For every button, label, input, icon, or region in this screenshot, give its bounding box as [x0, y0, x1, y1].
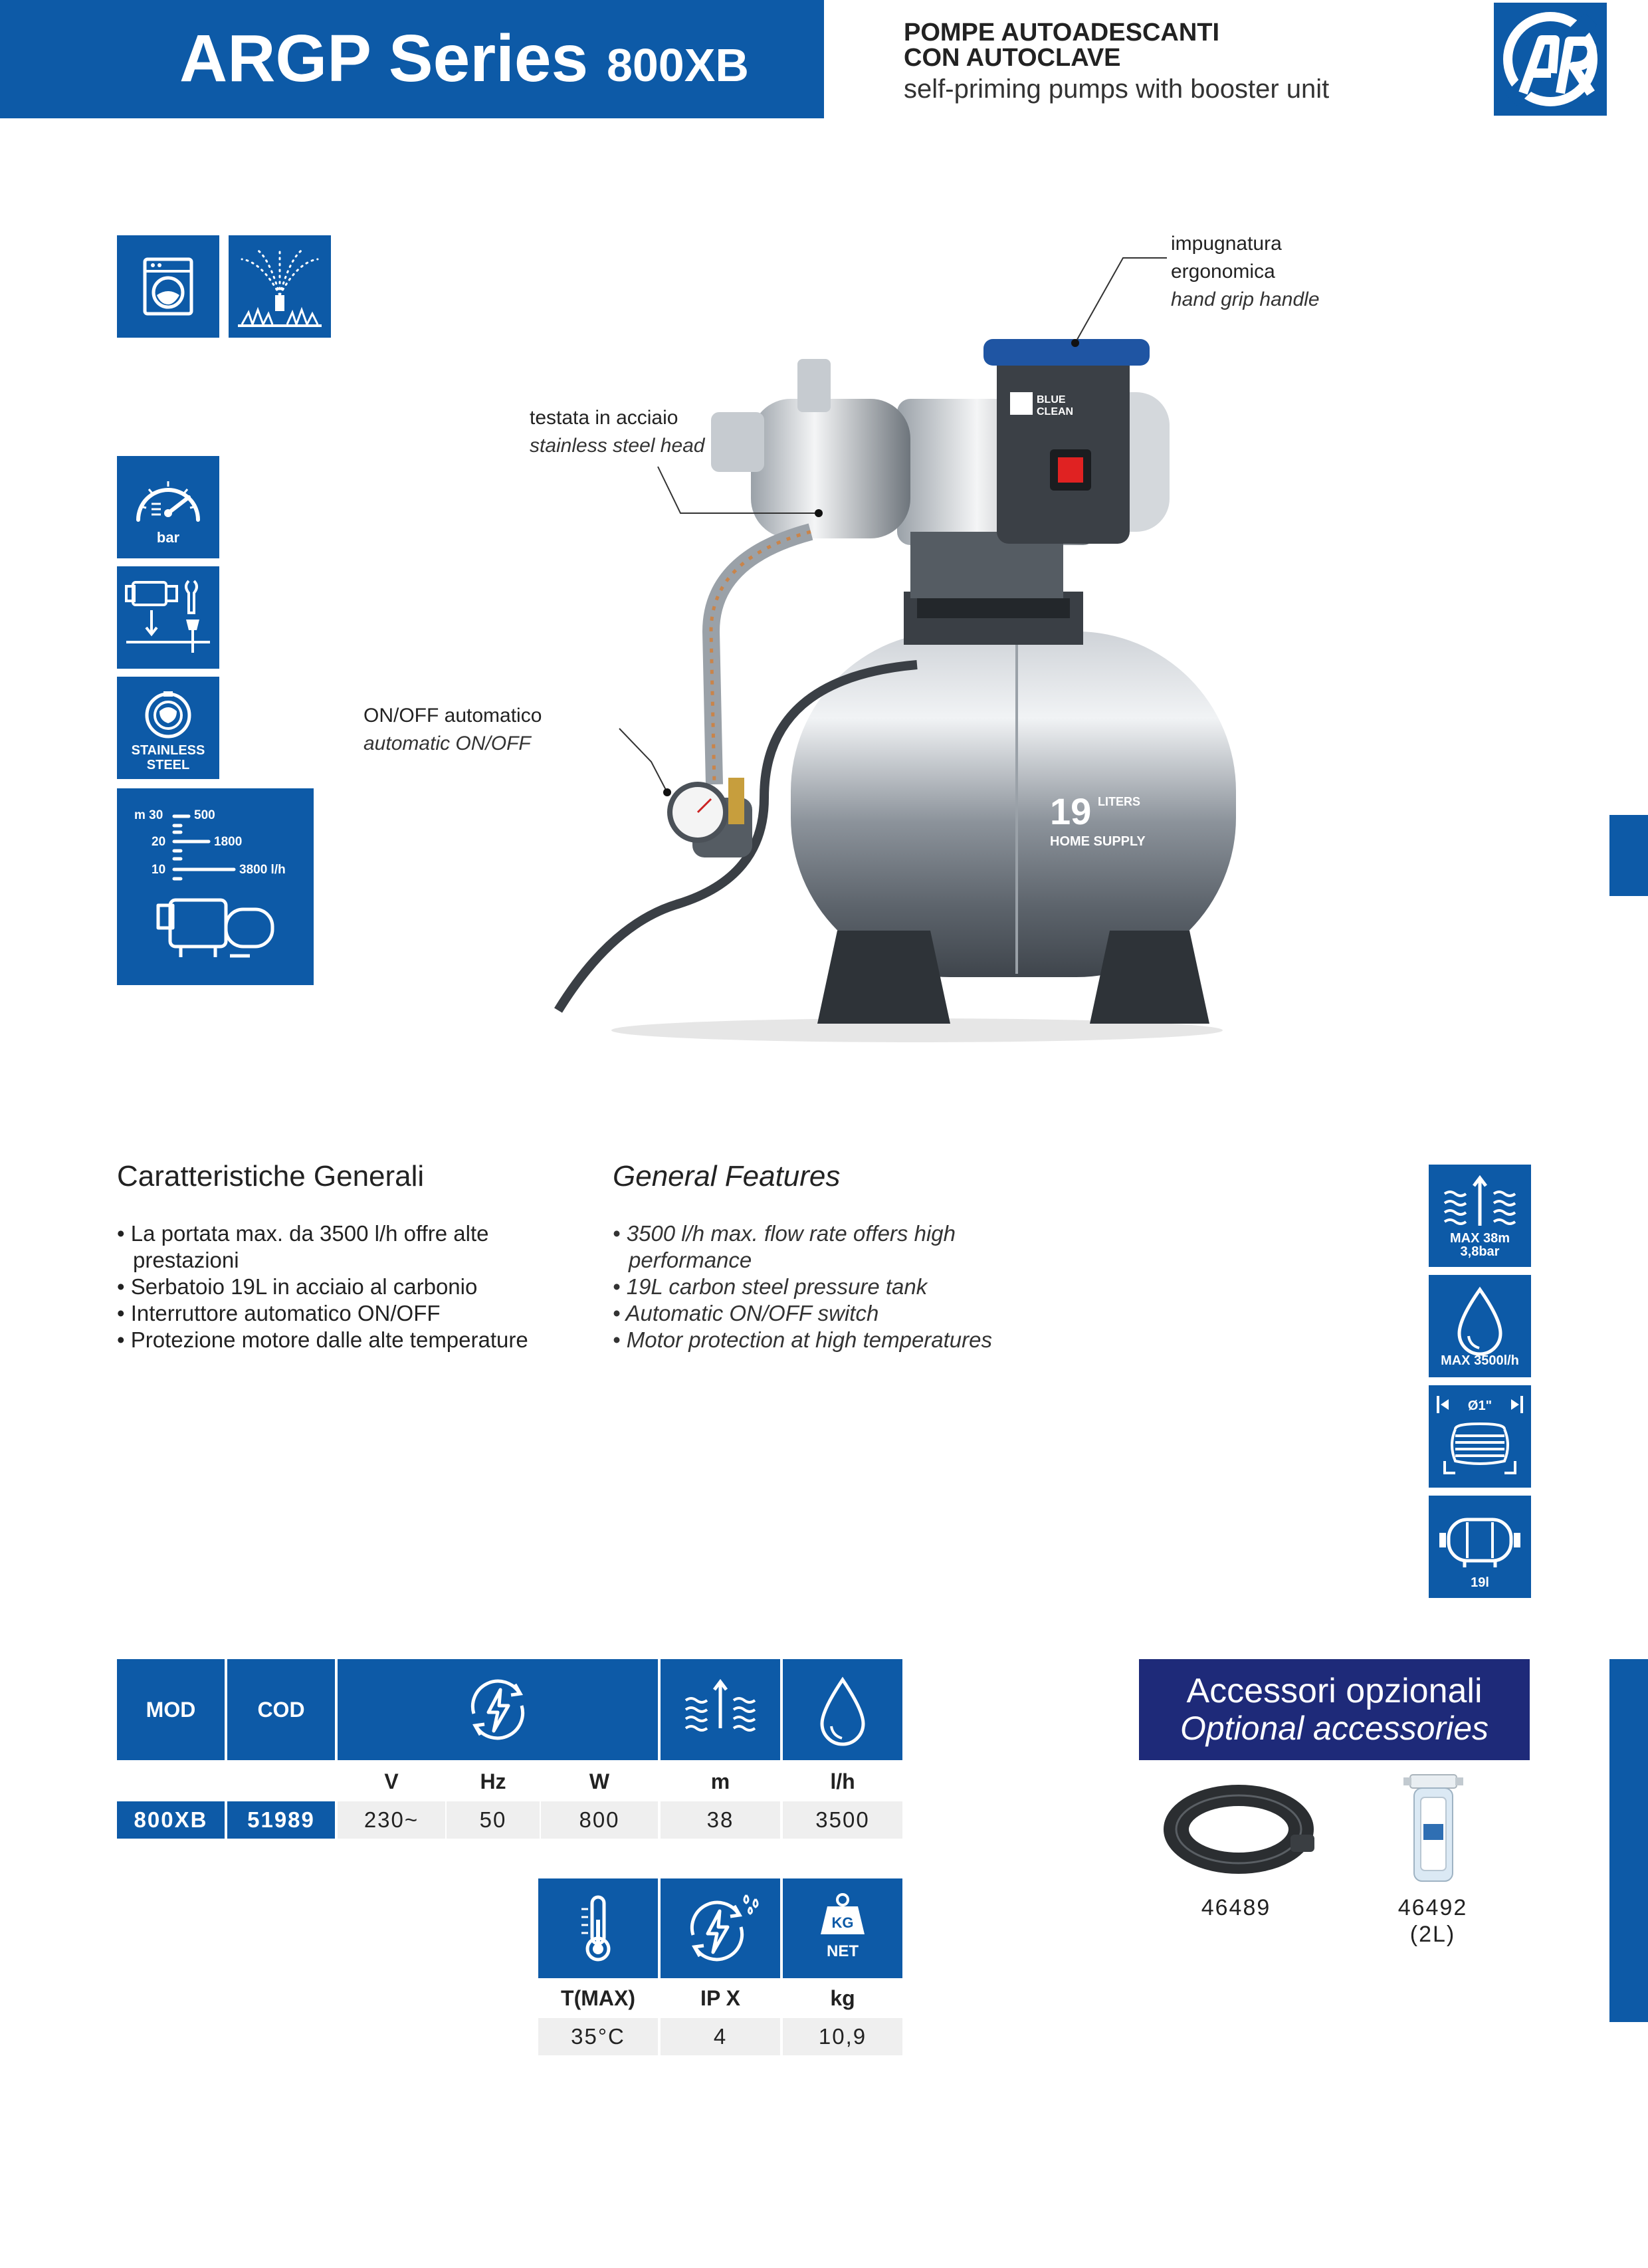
- tank-volume-label: 19: [1050, 790, 1092, 832]
- electric-power-icon: [458, 1670, 538, 1750]
- table2-unit-t: T(MAX): [561, 1985, 635, 2010]
- callout-grip: [1171, 230, 1320, 314]
- table1-unit-w: W: [589, 1769, 610, 1793]
- brand-label-1: BLUE: [1037, 394, 1066, 405]
- table1-header-head-icon: [661, 1659, 780, 1760]
- perf-20: 20: [152, 835, 166, 849]
- table2-header-temp-icon: [538, 1878, 658, 1978]
- table1-cell-mod: 800XB: [117, 1801, 225, 1839]
- callout-onoff-it: ON/OFF automatico: [363, 705, 542, 727]
- header-title-it-line1: POMPE AUTOADESCANTI: [904, 19, 1220, 47]
- accessories-header: [1139, 1659, 1530, 1760]
- features-it-item: • Interruttore automatico ON/OFF: [117, 1301, 441, 1325]
- table1-unit-m: m: [710, 1769, 730, 1793]
- table1-header-mod: MOD: [117, 1659, 225, 1760]
- head-line2: 3,8bar: [1460, 1244, 1500, 1259]
- table2-header-ip-icon: [661, 1878, 780, 1978]
- table2-cell-kg: 10,9: [783, 2018, 902, 2055]
- callout-onoff-en: automatic ON/OFF: [363, 733, 531, 754]
- tank-capacity-icon: [1429, 1496, 1531, 1598]
- callout-lines: [0, 0, 1648, 798]
- features-it-heading: Caratteristiche Generali: [117, 1160, 425, 1192]
- features-en-list: [613, 1220, 1011, 1353]
- edge-tab-bottom: [1609, 1659, 1648, 2022]
- edge-tab-top: [1609, 815, 1648, 896]
- head-pressure-icon: [1429, 1165, 1531, 1267]
- tank-unit-label: LITERS: [1098, 795, 1141, 808]
- callout-head: [530, 404, 705, 460]
- table2-unit-kg: kg: [830, 1985, 855, 2010]
- features-en-item: • 3500 l/h max. flow rate offers high performance: [613, 1221, 956, 1272]
- weight-kg-label: KG: [831, 1914, 854, 1931]
- table1-cell-w: 800: [541, 1801, 658, 1839]
- perf-500: 500: [194, 808, 215, 822]
- accessory-hose-image: [1159, 1768, 1318, 1888]
- callout-grip-it-2: ergonomica: [1171, 261, 1275, 283]
- table2-header-weight-icon: [783, 1878, 902, 1978]
- model-name: 800XB: [606, 39, 749, 91]
- callout-onoff: [363, 702, 542, 758]
- features-it-item: • La portata max. da 3500 l/h offre alte prestazioni: [117, 1221, 489, 1272]
- table2-cell-t: 35°C: [538, 2018, 658, 2055]
- thermometer-icon: [575, 1892, 621, 1965]
- table1-header-flow-icon: [783, 1659, 902, 1760]
- accessory-filter-image: [1403, 1768, 1463, 1888]
- callout-grip-it-1: impugnatura: [1171, 233, 1282, 255]
- table1-cell-v: 230~: [338, 1801, 445, 1839]
- accessory-code-1: 46489: [1201, 1895, 1271, 1920]
- features-it-item: • Protezione motore dalle alte temperature: [117, 1327, 528, 1352]
- table1-header-power-icon: [338, 1659, 658, 1760]
- tank-caption: 19l: [1471, 1575, 1489, 1590]
- perf-1800: 1800: [214, 835, 243, 849]
- head-line1: MAX 38m: [1449, 1231, 1510, 1246]
- table2-unit-ip: IP X: [700, 1985, 740, 2010]
- table1-unit-lh: l/h: [830, 1769, 855, 1793]
- accessories-title-it: Accessori opzionali: [1186, 1672, 1483, 1710]
- pressure-caption: bar: [156, 529, 180, 546]
- flow-drop-icon: [1429, 1275, 1531, 1377]
- accessory-code-2-note: (2L): [1409, 1922, 1456, 1947]
- features-en-heading: General Features: [613, 1160, 841, 1192]
- weight-net-label: NET: [827, 1942, 859, 1960]
- table1-cell-cod: 51989: [227, 1801, 335, 1839]
- table1-cell-m: 38: [661, 1801, 780, 1839]
- brand-label-2: CLEAN: [1037, 406, 1074, 417]
- perf-m30: m 30: [134, 808, 163, 822]
- table1-unit-hz: Hz: [480, 1769, 506, 1793]
- perf-3800: 3800 l/h: [239, 863, 286, 877]
- callout-grip-en: hand grip handle: [1171, 288, 1320, 310]
- features-it-list: [117, 1220, 542, 1353]
- head-waves-icon: [680, 1676, 760, 1743]
- perf-10: 10: [152, 863, 166, 877]
- header-title-en: self-priming pumps with booster unit: [904, 74, 1330, 104]
- ip-protection-icon: [677, 1888, 764, 1968]
- series-name: ARGP Series: [179, 21, 589, 96]
- water-drop-icon: [813, 1673, 873, 1746]
- features-en-item: • Motor protection at high temperatures: [613, 1327, 993, 1352]
- header-title-it-line2: CON AUTOCLAVE: [904, 44, 1121, 72]
- tank-supply-label: HOME SUPPLY: [1050, 834, 1146, 849]
- features-en-item: • 19L carbon steel pressure tank: [613, 1274, 928, 1299]
- performance-chart-icon: [117, 788, 314, 985]
- hose-caption: Ø1": [1467, 1399, 1493, 1413]
- accessories-title-en: Optional accessories: [1180, 1710, 1489, 1747]
- table2-cell-ip: 4: [661, 2018, 780, 2055]
- table1-unit-v: V: [384, 1769, 399, 1793]
- callout-head-it: testata in acciaio: [530, 407, 678, 429]
- accessory-code-2-value: 46492: [1397, 1895, 1468, 1920]
- stainless-caption-1: STAINLESS: [131, 743, 205, 758]
- hose-diameter-icon: [1429, 1385, 1531, 1488]
- stainless-caption-2: STEEL: [146, 758, 190, 772]
- callout-head-en: stainless steel head: [530, 435, 705, 457]
- table1-header-cod: COD: [227, 1659, 335, 1760]
- table1-cell-hz: 50: [447, 1801, 540, 1839]
- features-en-item: • Automatic ON/OFF switch: [613, 1301, 879, 1325]
- features-it-item: • Serbatoio 19L in acciaio al carbonio: [117, 1274, 478, 1299]
- accessory-code-2: [1373, 1894, 1493, 1948]
- table1-cell-lh: 3500: [783, 1801, 902, 1839]
- flow-caption: MAX 3500l/h: [1441, 1353, 1519, 1368]
